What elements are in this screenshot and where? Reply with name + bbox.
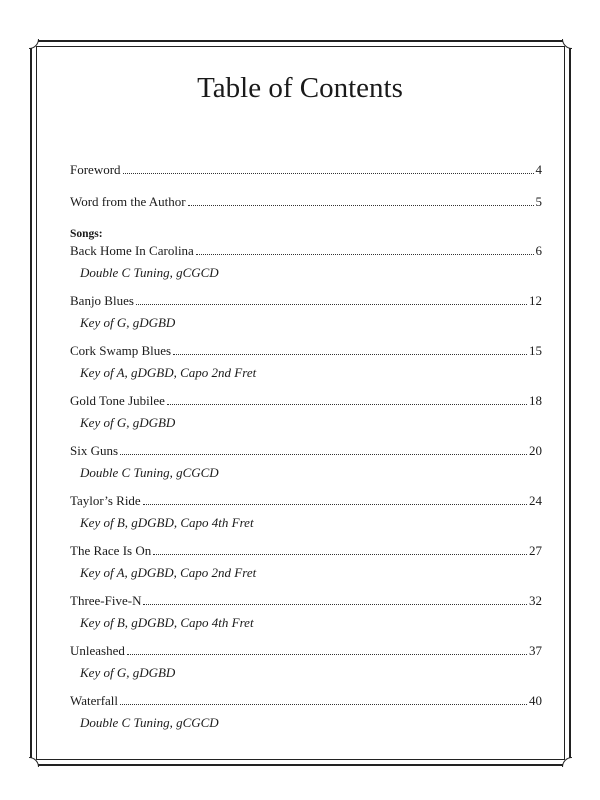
- table-of-contents: [70, 162, 542, 743]
- dot-leader: [127, 645, 527, 655]
- toc-entry-word-from-author[interactable]: [70, 194, 542, 214]
- song-title: The Race Is On: [70, 543, 152, 558]
- song-tuning: Key of A, gDGBD, Capo 2nd Fret: [80, 565, 257, 580]
- song-tuning: Key of A, gDGBD, Capo 2nd Fret: [80, 365, 257, 380]
- toc-song-entry[interactable]: [70, 593, 542, 632]
- toc-entry-label: Foreword: [70, 162, 121, 177]
- songs-section-heading: Songs:: [70, 228, 103, 240]
- toc-page-number: 27: [529, 543, 542, 558]
- song-tuning: Key of G, gDGBD: [80, 665, 176, 680]
- toc-page-number: 32: [529, 593, 542, 608]
- page-title: Table of Contents: [197, 72, 403, 104]
- song-title: Unleashed: [70, 643, 125, 658]
- toc-page-number: 12: [529, 293, 542, 308]
- dot-leader: [173, 345, 527, 355]
- song-tuning: Key of G, gDGBD: [80, 415, 176, 430]
- dot-leader: [120, 695, 527, 705]
- dot-leader: [143, 595, 527, 605]
- toc-song-entry[interactable]: [70, 243, 542, 282]
- song-title: Back Home In Carolina: [70, 243, 194, 258]
- toc-page-number: 15: [529, 343, 542, 358]
- song-title: Waterfall: [70, 693, 119, 708]
- toc-page-number: 40: [529, 693, 542, 708]
- toc-song-entry[interactable]: [70, 643, 542, 682]
- toc-song-entry[interactable]: [70, 293, 542, 332]
- toc-page-number: 4: [535, 162, 542, 177]
- song-tuning: Key of G, gDGBD: [80, 315, 176, 330]
- song-tuning: Double C Tuning, gCGCD: [80, 715, 219, 730]
- toc-page-number: 20: [529, 443, 542, 458]
- dot-leader: [196, 245, 534, 255]
- song-title: Taylor’s Ride: [70, 493, 141, 508]
- song-title: Cork Swamp Blues: [70, 343, 172, 358]
- toc-song-entry[interactable]: [70, 443, 542, 482]
- song-tuning: Double C Tuning, gCGCD: [80, 465, 219, 480]
- song-title: Gold Tone Jubilee: [70, 393, 165, 408]
- song-tuning: Key of B, gDGBD, Capo 4th Fret: [80, 515, 254, 530]
- dot-leader: [167, 395, 527, 405]
- song-tuning: Key of B, gDGBD, Capo 4th Fret: [80, 615, 254, 630]
- toc-song-entry[interactable]: [70, 543, 542, 582]
- song-tuning: Double C Tuning, gCGCD: [80, 265, 219, 280]
- dot-leader: [143, 495, 527, 505]
- dot-leader: [153, 545, 527, 555]
- song-title: Six Guns: [70, 443, 119, 458]
- dot-leader: [123, 164, 534, 174]
- toc-page-number: 5: [535, 194, 542, 209]
- toc-entry-label: Word from the Author: [70, 194, 186, 209]
- toc-song-entry[interactable]: [70, 693, 542, 732]
- toc-entry-foreword[interactable]: [70, 162, 542, 182]
- toc-page-number: 6: [535, 243, 542, 258]
- dot-leader: [188, 196, 534, 206]
- toc-song-entry[interactable]: [70, 343, 542, 382]
- toc-page-number: 18: [529, 393, 542, 408]
- dot-leader: [136, 295, 527, 305]
- song-title: Banjo Blues: [70, 293, 134, 308]
- toc-song-entry[interactable]: [70, 393, 542, 432]
- song-title: Three-Five-N: [70, 593, 142, 608]
- toc-song-entry[interactable]: [70, 493, 542, 532]
- toc-page-number: 24: [529, 493, 542, 508]
- toc-page-number: 37: [529, 643, 542, 658]
- dot-leader: [120, 445, 527, 455]
